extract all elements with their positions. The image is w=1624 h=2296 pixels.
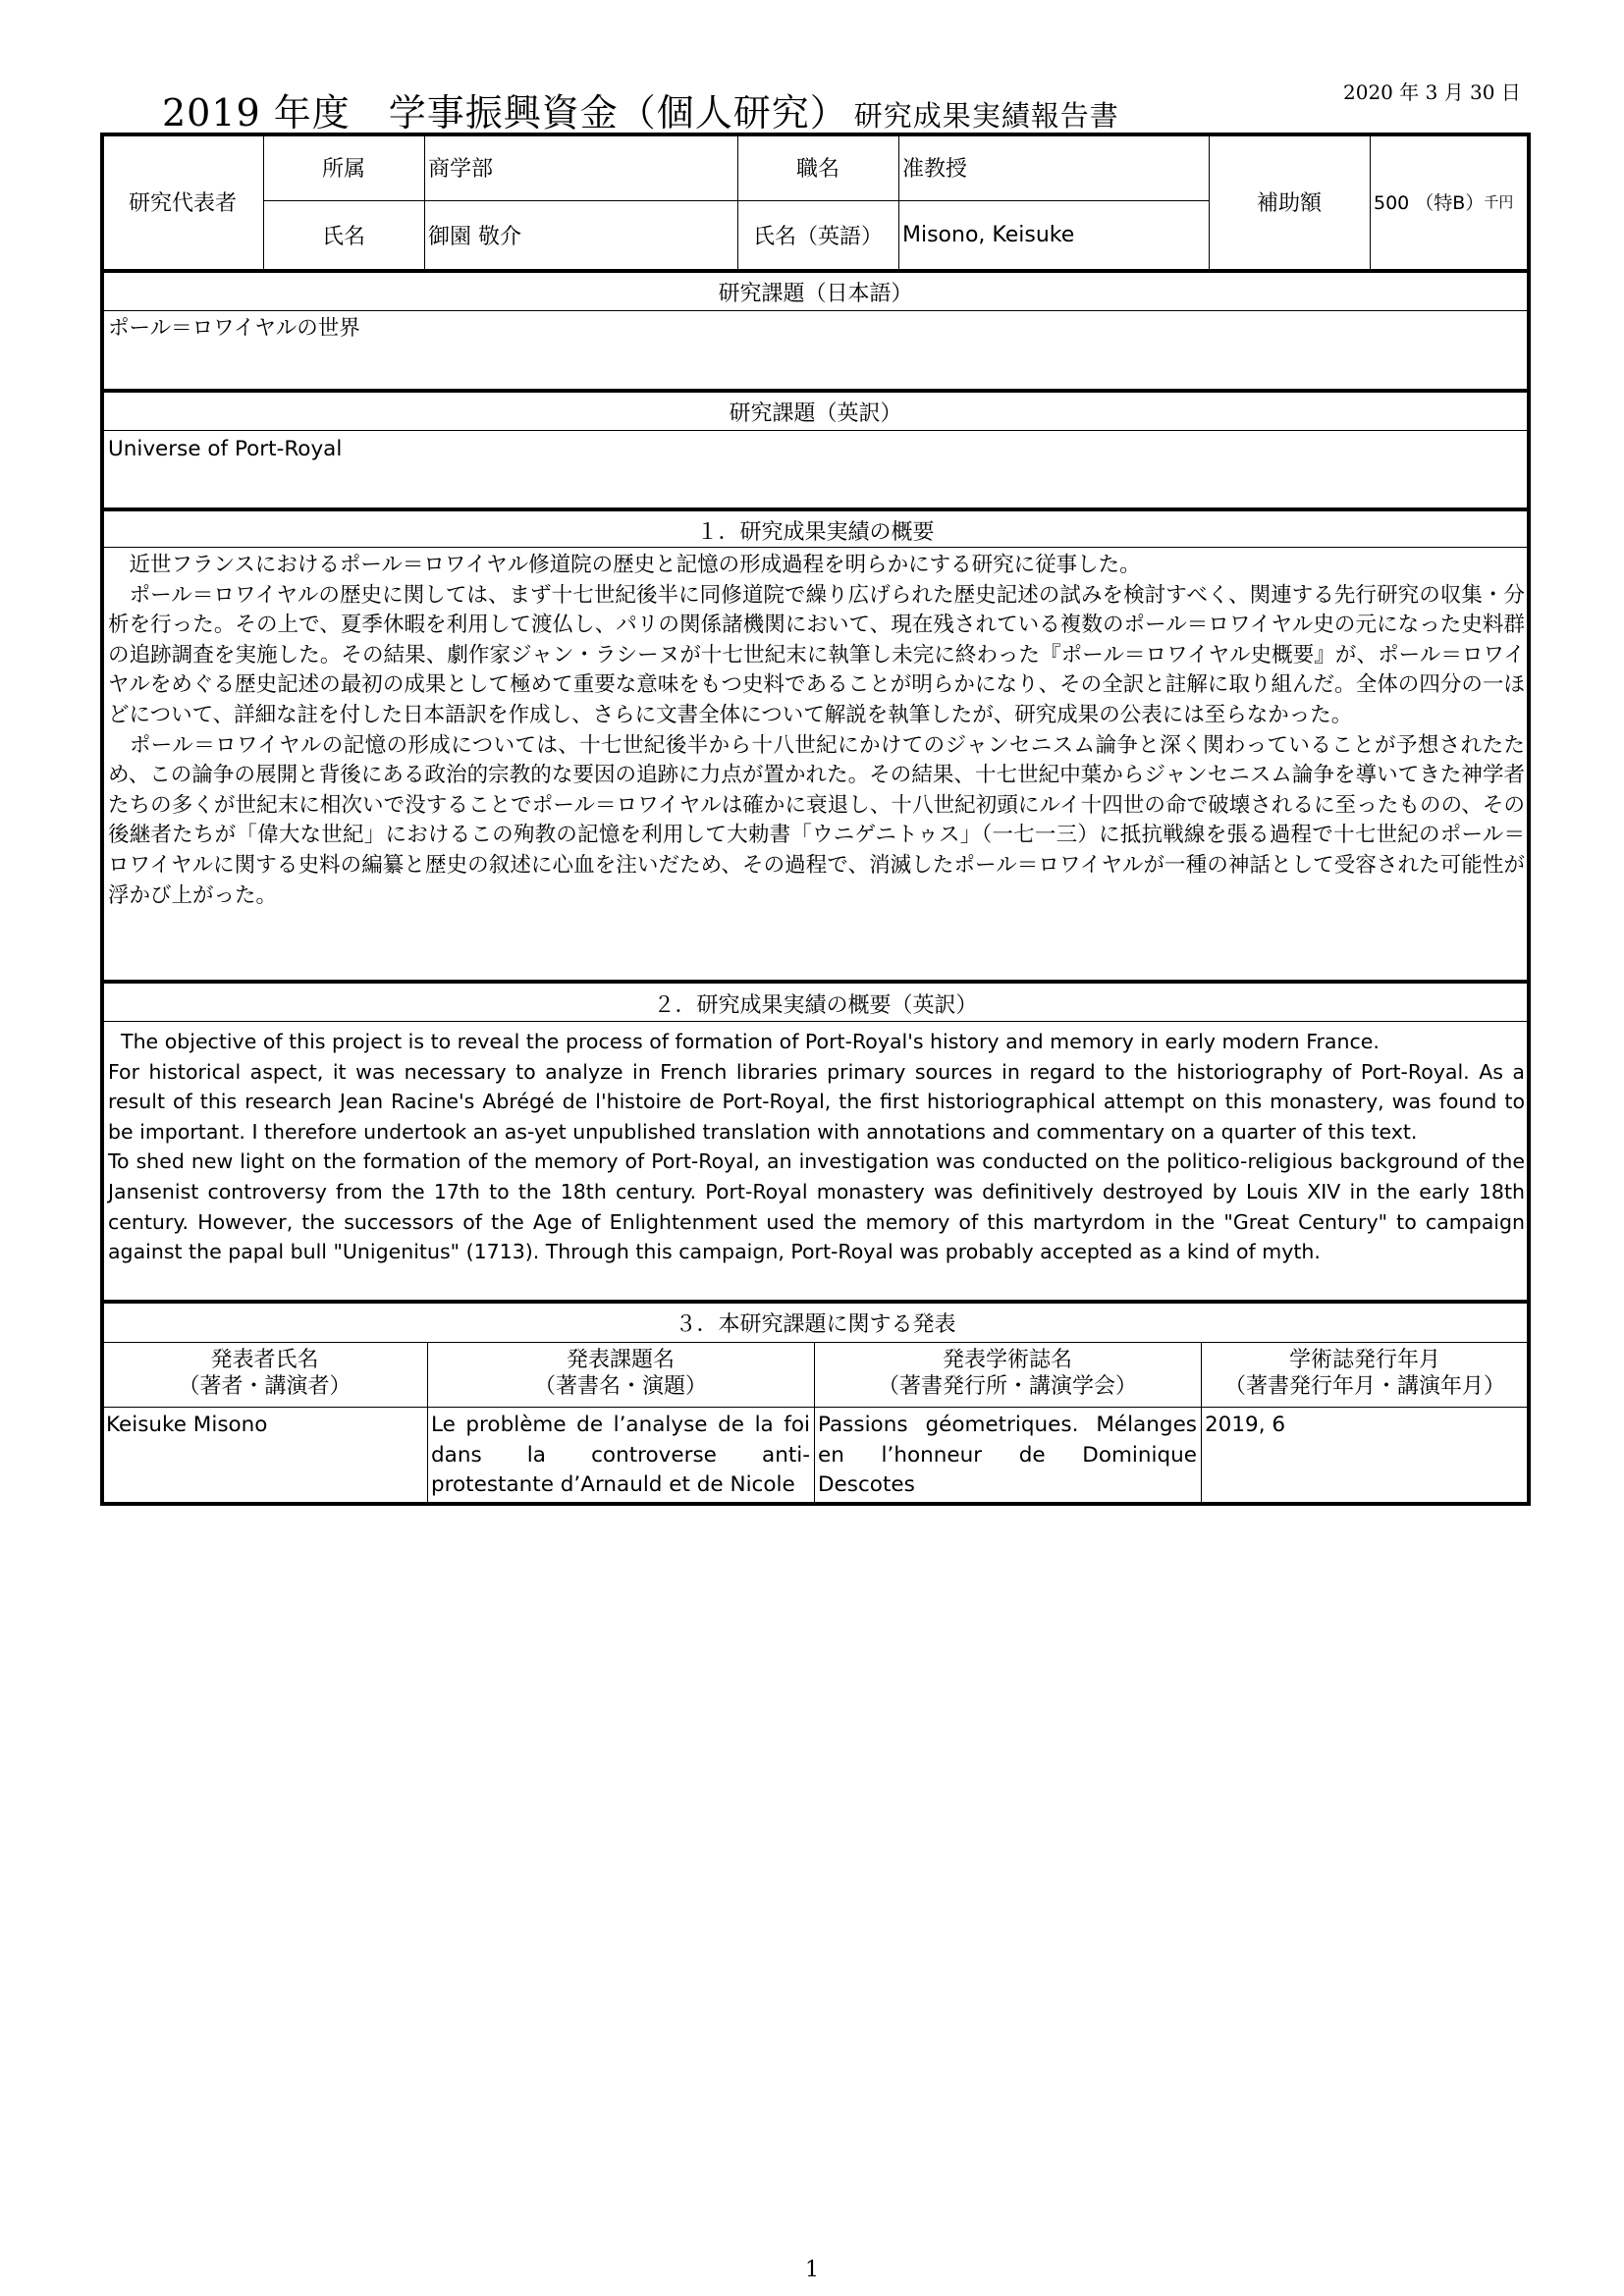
divider	[102, 507, 1529, 511]
grant-value: 500 （特B）	[1374, 192, 1485, 214]
topic-ja-value: ポール＝ロワイヤルの世界	[108, 316, 360, 341]
divider	[102, 1342, 1529, 1343]
divider	[102, 389, 1529, 393]
position-value: 准教授	[902, 157, 968, 182]
publications-header: ３．本研究課題に関する発表	[675, 1312, 956, 1337]
topic-en-value: Universe of Port-Royal	[108, 437, 343, 461]
paragraph: For historical aspect, it was necessary to analyze in French libraries primary sources in regard to the historiography of Port-Royal. As a result of this research Jean Racine's Abrégé de l'histoire de Port-Royal, the first historiographical attempt on this monastery, was found to be important. I therefore undertook an as-yet unpublished translation with annotations and commentary on a quarter of this text.	[108, 1059, 1525, 1144]
divider	[102, 1021, 1529, 1022]
column-header-line: 学術誌発行年月	[1288, 1348, 1440, 1372]
publication-presenter: Keisuke Misono	[106, 1413, 268, 1437]
paragraph: The objective of this project is to reveal the process of formation of Port-Royal's history and memory in early modern France.	[108, 1030, 1380, 1053]
title-sub: 研究成果実績報告書	[853, 99, 1119, 133]
divider	[102, 1300, 1529, 1304]
name-value: 御園 敬介	[428, 224, 521, 249]
summary-en-body	[108, 1027, 1525, 1267]
paragraph: ポール＝ロワイヤルの記憶の形成については、十七世紀後半から十八世紀にかけてのジャンセニスム論争と深く関わっていることが予想されたため、この論争の展開と背後にある政治的宗教的な要因の追跡に力点が置かれた。その結果、十七世紀中葉からジャンセニスム論争を導いてきた神学者たちの多くが世紀末に相次いで没することでポール＝ロワイヤルは確かに衰退し、十八世紀初頭にルイ十四世の命で破壊されるに至ったものの、その後継者たちが「偉大な世紀」におけるこの殉教の記憶を利用して大勅書「ウニゲニトゥス」（一七一三）に抵抗戦線を張る過程で十七世紀のポール＝ロワイヤルに関する史料の編纂と歴史の叙述に心血を注いだため、その過程で、消滅したポール＝ロワイヤルが一種の神話として受容された可能性が浮かび上がった。	[108, 732, 1525, 908]
divider	[424, 134, 425, 269]
divider	[1370, 134, 1371, 269]
affiliation-label: 所属	[321, 157, 365, 182]
column-header-line: （著書名・演題）	[533, 1374, 707, 1399]
column-header-line: 発表者氏名	[210, 1348, 319, 1372]
publication-title: Le problème de l’analyse de la foi dans la controverse anti-protestante d’Arnauld et de Nicole	[431, 1413, 810, 1498]
topic-en-header: 研究課題（英訳）	[729, 401, 902, 426]
divider	[102, 310, 1529, 311]
summary-ja-header: １．研究成果実績の概要	[696, 520, 935, 545]
topic-ja-header: 研究課題（日本語）	[718, 282, 913, 306]
column-header-line: （著書発行所・講演学会）	[877, 1374, 1137, 1399]
name-en-label: 氏名（英語）	[752, 224, 883, 249]
column-header-date	[1201, 1347, 1529, 1400]
divider	[102, 430, 1529, 431]
grant-label: 補助額	[1256, 191, 1322, 216]
column-header-line: 発表学術誌名	[942, 1348, 1072, 1372]
column-header-presenter	[102, 1347, 427, 1400]
title-main: 2019 年度 学事振興資金（個人研究）	[162, 91, 848, 134]
divider	[102, 269, 1529, 273]
report-date: 2020 年 3 月 30 日	[1343, 80, 1521, 104]
summary-ja-body	[108, 551, 1525, 911]
divider	[102, 1407, 1529, 1408]
position-label: 職名	[795, 157, 839, 182]
grant-amount	[1374, 134, 1529, 269]
affiliation-value: 商学部	[428, 157, 494, 182]
paragraph: ポール＝ロワイヤルの歴史に関しては、まず十七世紀後半に同修道院で繰り広げられた歴史記述の試みを検討すべく、関連する先行研究の収集・分析を行った。その上で、夏季休暇を利用して渡仏し、パリの関係諸機関において、現在残されている複数のポール＝ロワイヤル史の元になった史料群の追跡調査を実施した。その結果、劇作家ジャン・ラシーヌが十七世紀末に執筆し未完に終わった『ポール＝ロワイヤル史概要』が、ポール＝ロワイヤルをめぐる歴史記述の最初の成果として極めて重要な意味をもつ史料であることが明らかになり、その全訳と註解に取り組んだ。全体の四分の一ほどについて、詳細な註を付した日本語訳を作成し、さらに文書全体について解説を執筆したが、研究成果の公表には至らなかった。	[108, 582, 1525, 727]
name-en-value: Misono, Keisuke	[902, 222, 1075, 247]
grant-unit: 千円	[1484, 193, 1514, 211]
paragraph: 近世フランスにおけるポール＝ロワイヤル修道院の歴史と記憶の形成過程を明らかにする研究に従事した。	[108, 553, 1141, 577]
column-header-line: （著者・講演者）	[178, 1374, 352, 1399]
divider	[898, 134, 899, 269]
page-number: 1	[805, 2258, 819, 2282]
column-header-title	[427, 1347, 814, 1400]
divider	[102, 547, 1529, 548]
page-title	[162, 82, 1119, 136]
publication-date: 2019, 6	[1205, 1413, 1286, 1437]
divider	[102, 980, 1529, 984]
paragraph: To shed new light on the formation of the memory of Port-Royal, an investigation was conducted on the politico-religious background of the Jansenist controversy from the 17th to the 18th century. Port-Royal monastery was definitively destroyed by Louis XIV in the early 18th century. However, the successors of the Age of Enlightenment used the memory of this martyrdom in the "Great Century" to campaign against the papal bull "Unigenitus" (1713). Through this campaign, Port-Royal was probably accepted as a kind of myth.	[108, 1149, 1525, 1264]
column-header-journal	[814, 1347, 1201, 1400]
column-header-line: （著書発行年月・講演年月）	[1223, 1374, 1505, 1399]
column-header-line: 発表課題名	[566, 1348, 675, 1372]
summary-en-header: ２．研究成果実績の概要（英訳）	[653, 993, 978, 1018]
representative-label: 研究代表者	[128, 191, 237, 216]
name-label: 氏名	[321, 224, 365, 249]
publication-journal: Passions géometriques. Mélanges en l’honneur de Dominique Descotes	[818, 1413, 1197, 1498]
